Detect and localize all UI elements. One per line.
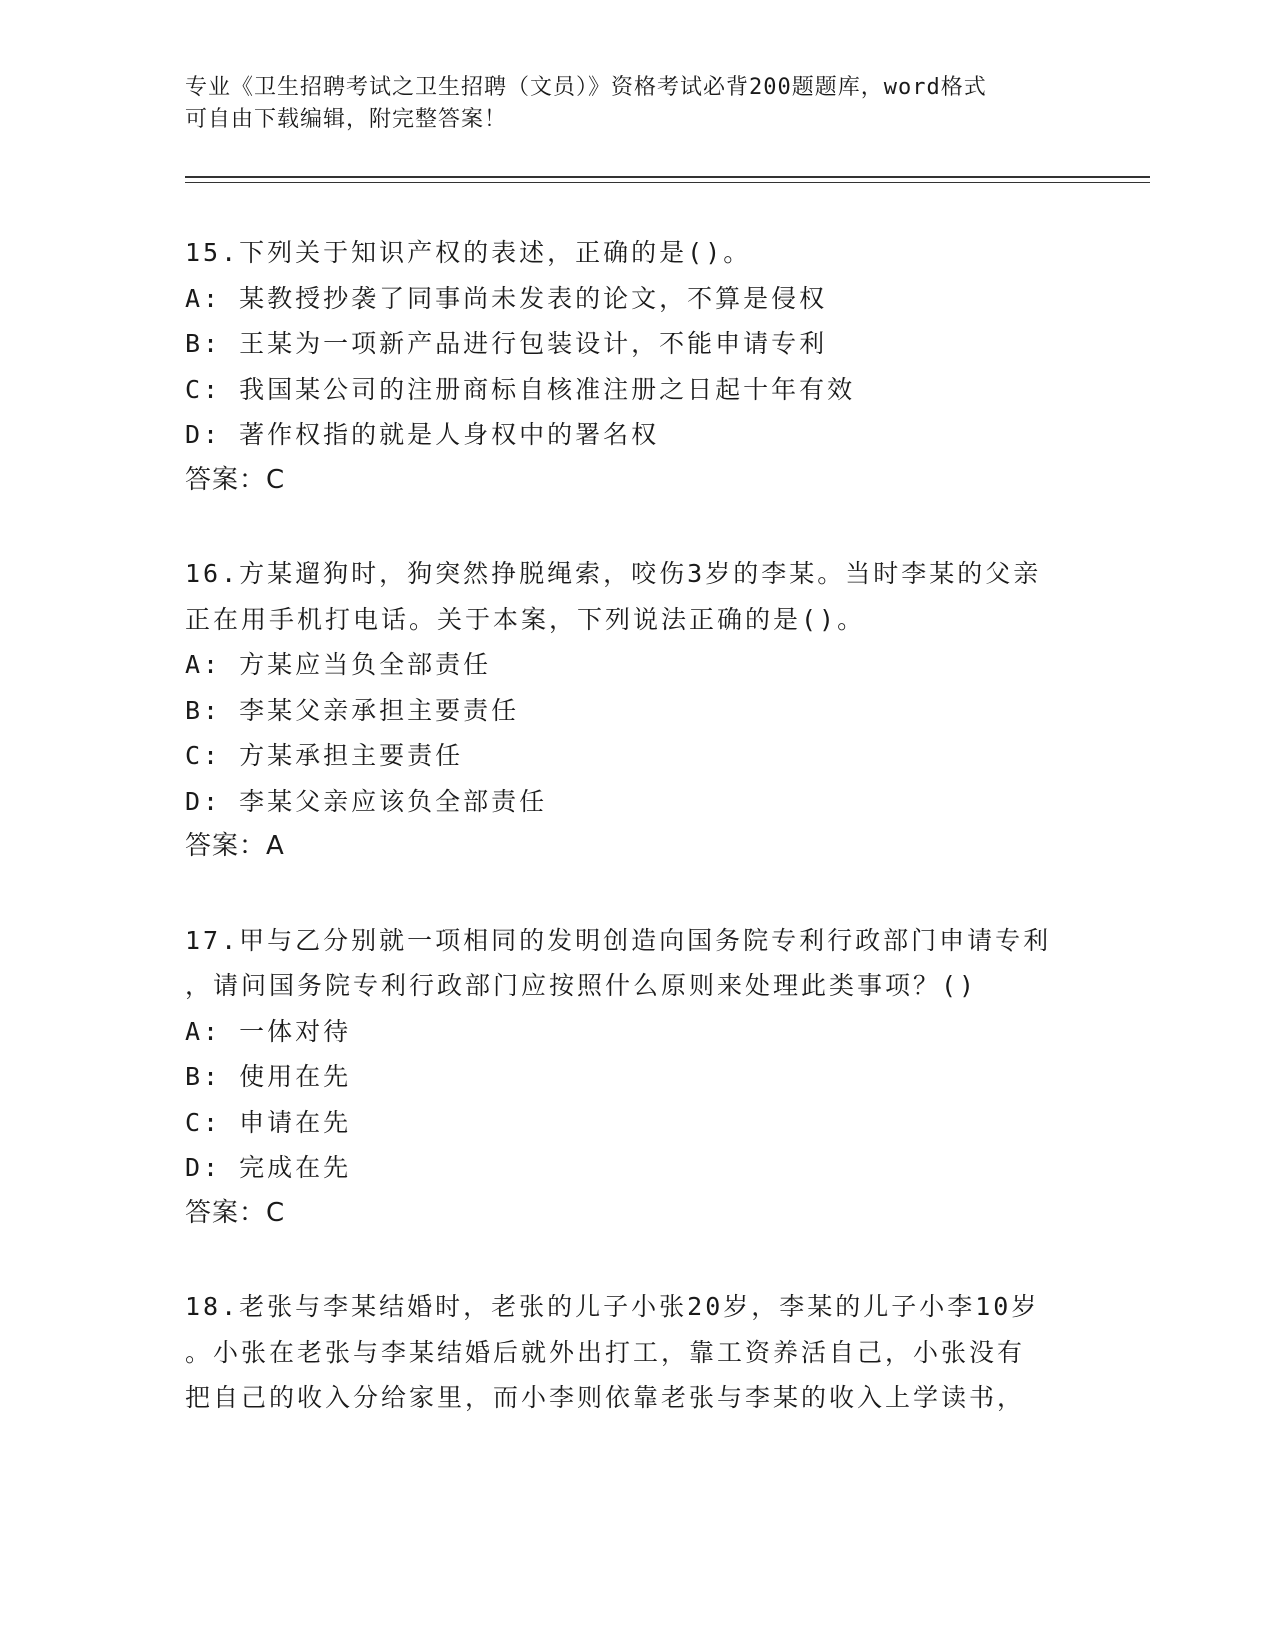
question-stem: ，请问国务院专利行政部门应按照什么原则来处理此类事项？()	[185, 971, 978, 1000]
question-16	[185, 551, 1085, 870]
question-15	[185, 230, 1085, 503]
question-stem: 17.甲与乙分别就一项相同的发明创造向国务院专利行政部门申请专利	[185, 925, 1052, 955]
question-stem: 正在用手机打电话。关于本案，下列说法正确的是()。	[185, 604, 866, 634]
question-stem: 16.方某遛狗时，狗突然挣脱绳索，咬伤3岁的李某。当时李某的父亲	[185, 559, 1042, 588]
option-b: B: 使用在先	[185, 1062, 352, 1091]
option-a: A: 某教授抄袭了同事尚未发表的论文，不算是侵权	[185, 283, 828, 313]
question-stem: 15.下列关于知识产权的表述，正确的是()。	[185, 238, 752, 267]
question-stem: 把自己的收入分给家里，而小李则依靠老张与李某的收入上学读书，	[185, 1383, 1026, 1412]
option-b: B: 李某父亲承担主要责任	[185, 695, 520, 725]
question-list	[185, 230, 1085, 1469]
option-a: A: 一体对待	[185, 1016, 352, 1046]
question-17	[185, 918, 1085, 1237]
header-title-line-1: 专业《卫生招聘考试之卫生招聘（文员）》资格考试必背200题题库，word格式	[185, 75, 987, 100]
header-title-line-2: 可自由下载编辑，附完整答案！	[185, 107, 508, 132]
option-c: C: 方某承担主要责任	[185, 741, 464, 770]
option-d: D: 完成在先	[185, 1153, 352, 1182]
option-c: C: 我国某公司的注册商标自核准注册之日起十年有效	[185, 374, 856, 404]
question-18	[185, 1284, 1085, 1421]
option-d: D: 李某父亲应该负全部责任	[185, 786, 548, 816]
header-divider-thin	[185, 182, 1150, 183]
option-a: A: 方某应当负全部责任	[185, 650, 492, 679]
answer-label: 答案：C	[185, 1197, 286, 1228]
header-divider-thick	[185, 176, 1150, 178]
answer-label: 答案：C	[185, 464, 286, 495]
question-stem: 18.老张与李某结婚时，老张的儿子小张20岁，李某的儿子小李10岁	[185, 1292, 1040, 1321]
option-c: C: 申请在先	[185, 1107, 352, 1137]
question-stem: 。小张在老张与李某结婚后就外出打工，靠工资养活自己，小张没有	[185, 1337, 1026, 1367]
document-header	[185, 72, 1065, 136]
option-d: D: 著作权指的就是人身权中的署名权	[185, 420, 660, 449]
option-b: B: 王某为一项新产品进行包装设计，不能申请专利	[185, 329, 828, 358]
answer-label: 答案：A	[185, 831, 285, 861]
